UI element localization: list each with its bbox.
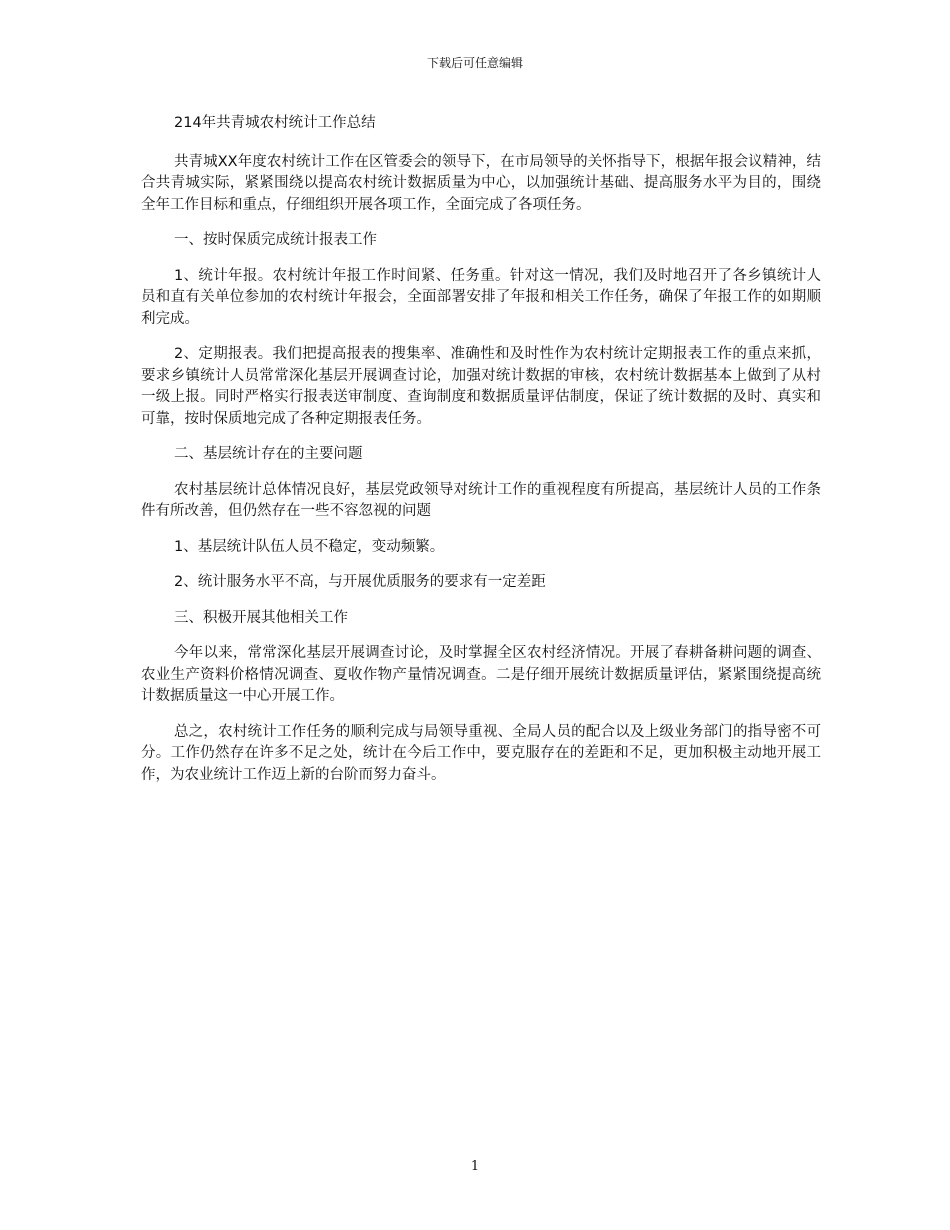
section-heading-3: 三、积极开展其他相关工作 [174, 609, 348, 626]
intro-paragraph: 共青城XX年度农村统计工作在区管委会的领导下，在市局领导的关怀指导下，根据年报会议精神，结合共青城实际，紧紧围绕以提高农村统计数据质量为中心，以加强统计基础、提高服务水平为目的，围绕全年工作目标和重点，仔细组织开展各项工作，全面完成了各项任务。 [141, 153, 821, 213]
page-number: 1 [470, 1159, 480, 1174]
section3-body-paragraph: 今年以来，常常深化基层开展调查讨论，及时掌握全区农村经济情况。开展了春耕备耕问题的调查、农业生产资料价格情况调查、夏收作物产量情况调查。二是仔细开展统计数据质量评估，紧紧围绕提高统计数据质量这一中心开展工作。 [141, 645, 821, 704]
page-header: 下载后可任意编辑 [426, 56, 523, 70]
document-title: 214年共青城农村统计工作总结 [174, 115, 376, 131]
section1-item-periodic-report: 2、定期报表。我们把提高报表的搜集率、准确性和及时性作为农村统计定期报表工作的重点来抓，要求乡镇统计人员常常深化基层开展调查讨论，加强对统计数据的审核，农村统计数据基本上做到了从村一级上报。同时严格实行报表送审制度、查询制度和数据质量评估制度，保证了统计数据的及时、真实和可靠，按时保质地完成了各种定期报表任务。 [141, 346, 821, 427]
section2-intro-paragraph: 农村基层统计总体情况良好，基层党政领导对统计工作的重视程度有所提高，基层统计人员的工作条件有所改善，但仍然存在一些不容忽视的问题 [141, 481, 821, 519]
section2-item-service-level: 2、统计服务水平不高，与开展优质服务的要求有一定差距 [174, 574, 546, 590]
section-heading-1: 一、按时保质完成统计报表工作 [174, 232, 377, 248]
section1-item-annual-report: 1、统计年报。农村统计年报工作时间紧、任务重。针对这一情况，我们及时地召开了各乡镇统计人员和直有关单位参加的农村统计年报会，全面部署安排了年报和相关工作任务，确保了年报工作的如期顺利完成。 [141, 267, 821, 327]
section-heading-2: 二、基层统计存在的主要问题 [174, 446, 363, 462]
conclusion-paragraph: 总之，农村统计工作任务的顺利完成与局领导重视、全局人员的配合以及上级业务部门的指导密不可分。工作仍然存在许多不足之处，统计在今后工作中，要克服存在的差距和不足，更加积极主动地开展工作，为农业统计工作迈上新的台阶而努力奋斗。 [141, 723, 821, 783]
section2-item-staff-instability: 1、基层统计队伍人员不稳定，变动频繁。 [174, 538, 445, 555]
document-body [141, 113, 821, 800]
